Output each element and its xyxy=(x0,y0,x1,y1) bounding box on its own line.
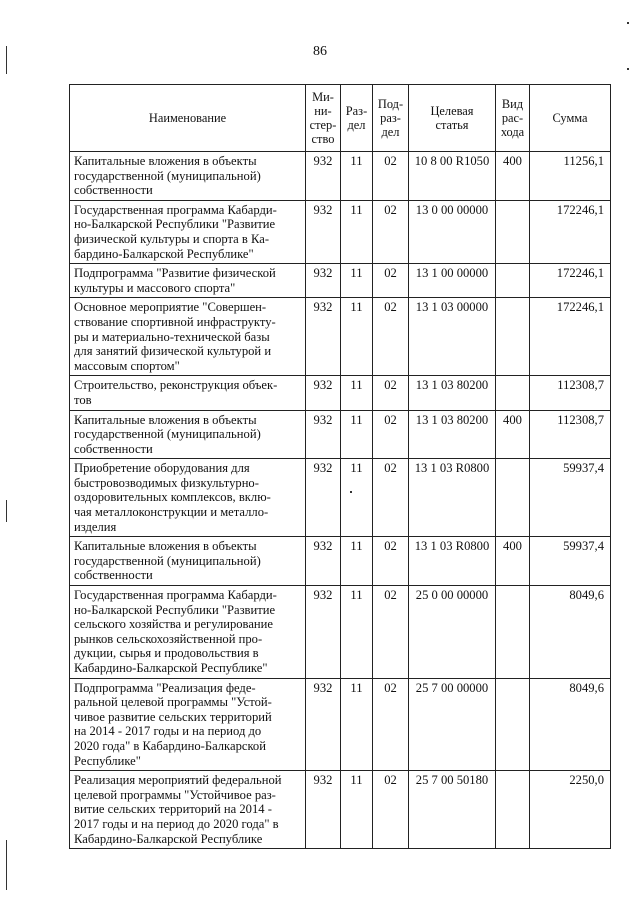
cell-ministry: 932 xyxy=(306,459,341,537)
cell-sum: 172246,1 xyxy=(530,200,611,263)
cell-target: 13 1 03 R0800 xyxy=(409,459,496,537)
cell-subsection: 02 xyxy=(373,200,409,263)
cell-expense xyxy=(496,459,530,537)
cell-target: 13 1 03 80200 xyxy=(409,376,496,410)
cell-section: 11 xyxy=(341,586,373,679)
cell-name: Капитальные вложения в объекты государственной (муниципальной) собственности xyxy=(70,537,306,586)
cell-name: Капитальные вложения в объекты государственной (муниципальной) собственности xyxy=(70,410,306,459)
cell-name: Подпрограмма "Развитие физической культуры и массового спорта" xyxy=(70,264,306,298)
cell-ministry: 932 xyxy=(306,771,341,849)
cell-expense xyxy=(496,586,530,679)
table-row xyxy=(70,200,611,263)
cell-section: 11 xyxy=(341,200,373,263)
cell-target: 25 7 00 00000 xyxy=(409,678,496,771)
cell-subsection: 02 xyxy=(373,678,409,771)
cell-subsection: 02 xyxy=(373,376,409,410)
cell-ministry: 932 xyxy=(306,152,341,201)
cell-ministry: 932 xyxy=(306,200,341,263)
cell-sum: 8049,6 xyxy=(530,678,611,771)
table-row xyxy=(70,298,611,376)
header-sum: Сумма xyxy=(530,85,611,152)
margin-mark xyxy=(6,840,7,890)
cell-subsection: 02 xyxy=(373,771,409,849)
header-expense: Вид рас- хода xyxy=(496,85,530,152)
table-row xyxy=(70,264,611,298)
cell-target: 13 0 00 00000 xyxy=(409,200,496,263)
cell-target: 10 8 00 R1050 xyxy=(409,152,496,201)
table-row xyxy=(70,537,611,586)
cell-expense xyxy=(496,264,530,298)
cell-expense: 400 xyxy=(496,152,530,201)
cell-expense xyxy=(496,678,530,771)
table-row xyxy=(70,771,611,849)
cell-ministry: 932 xyxy=(306,678,341,771)
cell-section: 11 xyxy=(341,298,373,376)
table-header-row xyxy=(70,85,611,152)
margin-mark xyxy=(627,22,629,24)
cell-section: 11 xyxy=(341,376,373,410)
cell-sum: 59937,4 xyxy=(530,459,611,537)
cell-subsection: 02 xyxy=(373,410,409,459)
cell-subsection: 02 xyxy=(373,586,409,679)
cell-expense xyxy=(496,200,530,263)
cell-ministry: 932 xyxy=(306,410,341,459)
table-row xyxy=(70,152,611,201)
header-ministry: Ми- ни- стер- ство xyxy=(306,85,341,152)
cell-target: 25 7 00 50180 xyxy=(409,771,496,849)
cell-sum: 112308,7 xyxy=(530,410,611,459)
cell-sum: 59937,4 xyxy=(530,537,611,586)
cell-target: 13 1 03 80200 xyxy=(409,410,496,459)
cell-name: Основное мероприятие "Совершен- ствование спортивной инфраструкту- ры и материально-технической базы для занятий физической культурой и массовым спортом" xyxy=(70,298,306,376)
header-name: Наименование xyxy=(70,85,306,152)
cell-target: 13 1 00 00000 xyxy=(409,264,496,298)
cell-subsection: 02 xyxy=(373,459,409,537)
budget-table xyxy=(69,84,611,849)
cell-subsection: 02 xyxy=(373,537,409,586)
cell-sum: 11256,1 xyxy=(530,152,611,201)
margin-mark xyxy=(6,500,7,522)
header-subsection: Под- раз- дел xyxy=(373,85,409,152)
cell-ministry: 932 xyxy=(306,586,341,679)
cell-subsection: 02 xyxy=(373,152,409,201)
cell-sum: 2250,0 xyxy=(530,771,611,849)
cell-name: Реализация мероприятий федеральной целевой программы "Устойчивое раз- витие сельских территорий на 2014 - 2017 годы и на период до 2020 года" в Кабардино-Балкарской Республике xyxy=(70,771,306,849)
table-row xyxy=(70,678,611,771)
cell-ministry: 932 xyxy=(306,264,341,298)
cell-expense: 400 xyxy=(496,410,530,459)
cell-name: Приобретение оборудования для быстровозводимых физкультурно- оздоровительных комплексов, вклю- чая металлоконструкции и металло- изделия xyxy=(70,459,306,537)
table-row xyxy=(70,459,611,537)
cell-name: Государственная программа Кабарди- но-Балкарской Республики "Развитие сельского хозяйства и регулирование рынков сельскохозяйственной про- дукции, сырья и продовольствия в Кабардино-Балкарской Республике" xyxy=(70,586,306,679)
cell-section: 11 xyxy=(341,459,373,537)
margin-mark xyxy=(6,46,7,74)
cell-sum: 172246,1 xyxy=(530,264,611,298)
cell-target: 13 1 03 00000 xyxy=(409,298,496,376)
table-row xyxy=(70,376,611,410)
cell-section: 11 xyxy=(341,152,373,201)
header-target: Целевая статья xyxy=(409,85,496,152)
header-section: Раз- дел xyxy=(341,85,373,152)
cell-name: Государственная программа Кабарди- но-Балкарской Республики "Развитие физической культуры и спорта в Ка- бардино-Балкарской Республике" xyxy=(70,200,306,263)
cell-name: Подпрограмма "Реализация феде- ральной целевой программы "Устой- чивое развитие сельских территорий на 2014 - 2017 годы и на период до 2020 года" в Кабардино-Балкарской Республике" xyxy=(70,678,306,771)
cell-sum: 8049,6 xyxy=(530,586,611,679)
cell-expense: 400 xyxy=(496,537,530,586)
cell-target: 25 0 00 00000 xyxy=(409,586,496,679)
cell-name: Капитальные вложения в объекты государственной (муниципальной) собственности xyxy=(70,152,306,201)
cell-subsection: 02 xyxy=(373,298,409,376)
cell-section: 11 xyxy=(341,410,373,459)
cell-expense xyxy=(496,771,530,849)
cell-section: 11 xyxy=(341,264,373,298)
cell-sum: 112308,7 xyxy=(530,376,611,410)
cell-ministry: 932 xyxy=(306,298,341,376)
cell-section: 11 xyxy=(341,537,373,586)
cell-section: 11 xyxy=(341,771,373,849)
cell-ministry: 932 xyxy=(306,537,341,586)
margin-mark xyxy=(627,68,629,70)
page-number: 86 xyxy=(313,44,327,59)
cell-target: 13 1 03 R0800 xyxy=(409,537,496,586)
cell-section: 11 xyxy=(341,678,373,771)
cell-sum: 172246,1 xyxy=(530,298,611,376)
cell-ministry: 932 xyxy=(306,376,341,410)
cell-subsection: 02 xyxy=(373,264,409,298)
cell-name: Строительство, реконструкция объек- тов xyxy=(70,376,306,410)
cell-expense xyxy=(496,298,530,376)
cell-expense xyxy=(496,376,530,410)
table-row xyxy=(70,410,611,459)
table-row xyxy=(70,586,611,679)
